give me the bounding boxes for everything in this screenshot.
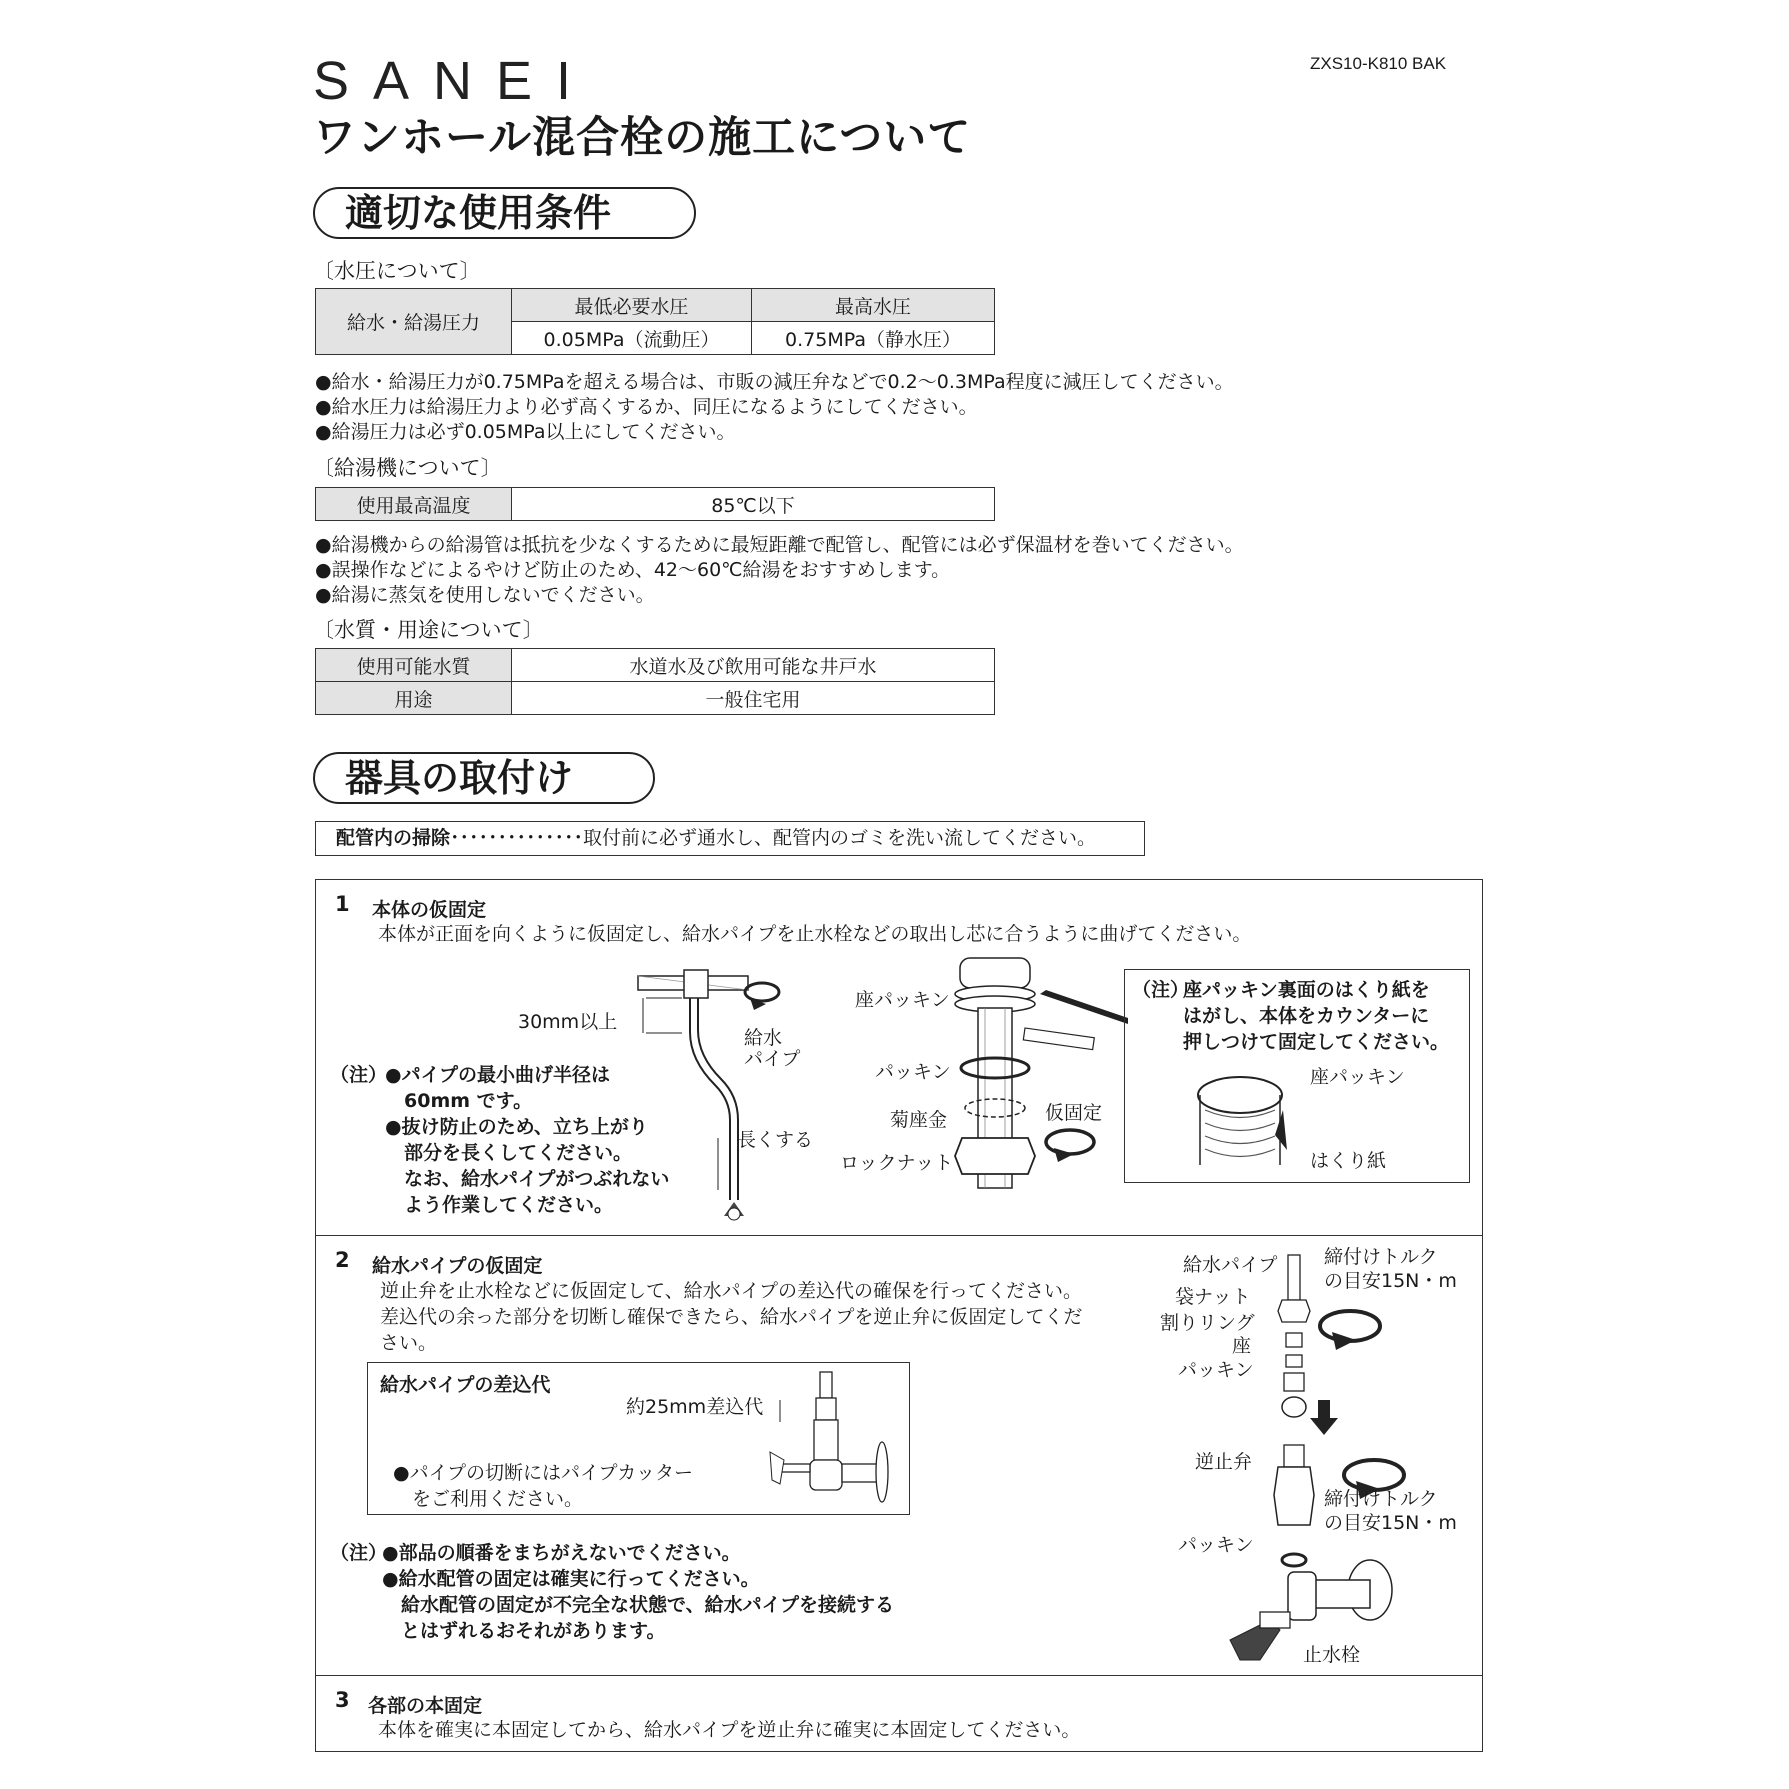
step1-note-line: なお、給水パイプがつぶれない xyxy=(385,1168,670,1190)
min-pressure-header: 最低必要水圧 xyxy=(512,289,752,322)
step-divider xyxy=(315,1675,1483,1676)
lengthen-label: 長くする xyxy=(737,1129,814,1151)
box-note xyxy=(393,1460,693,1512)
inset-note-line: 座パッキン裏面のはくり紙を xyxy=(1183,979,1430,1001)
check-valve-label: 逆止弁 xyxy=(1195,1451,1253,1473)
page-title: ワンホール混合栓の施工について xyxy=(313,113,972,163)
rotate-arrow-icon xyxy=(1040,1126,1100,1166)
insert-length-label: 約25mm差込代 xyxy=(626,1396,764,1418)
heater-note: ●給湯に蒸気を使用しないでください。 xyxy=(315,584,655,606)
locknut-label: ロックナット xyxy=(840,1152,954,1174)
torque-label xyxy=(1324,1487,1457,1535)
step2-text-line: 差込代の余った部分を切断し確保できたら、給水パイプを逆止弁に仮固定してくだ xyxy=(380,1306,1083,1328)
supply-pipe-part-label: 給水パイプ xyxy=(1183,1254,1278,1276)
torque-label-line: の目安15N・m xyxy=(1324,1270,1457,1292)
quality-label: 〔水質・用途について〕 xyxy=(313,618,544,642)
step1-note-line: ●パイプの最小曲げ半径は xyxy=(385,1064,611,1086)
torque-label-line: の目安15N・m xyxy=(1324,1512,1457,1534)
pressure-table xyxy=(315,288,995,355)
brand-logo: SANEI xyxy=(313,51,596,111)
split-ring-label: 割りリング xyxy=(1160,1312,1255,1334)
peel-paper-diagram xyxy=(1195,1065,1285,1175)
note-prefix: （注） xyxy=(330,1542,388,1564)
heater-table xyxy=(315,487,995,521)
pipe-insert-diagram xyxy=(770,1372,900,1507)
step1-note-line: ●抜け防止のため、立ち上がり xyxy=(385,1116,648,1138)
gasket-label: パッキン xyxy=(875,1061,951,1083)
section-heading-install: 器具の取付け xyxy=(313,752,655,804)
step2-note-line: 給水配管の固定が不完全な状態で、給水パイプを接続する xyxy=(382,1594,895,1616)
cleaning-label: 配管内の掃除 xyxy=(336,827,451,849)
packing-label: パッキン xyxy=(1178,1359,1254,1381)
step2-note-line: ●給水配管の固定は確実に行ってください。 xyxy=(382,1568,760,1590)
box-note-line: をご利用ください。 xyxy=(393,1488,584,1510)
torque-label xyxy=(1324,1245,1457,1293)
heater-label: 〔給湯機について〕 xyxy=(313,456,502,480)
inset-note-line: 押しつけて固定してください。 xyxy=(1183,1031,1450,1053)
model-number: ZXS10-K810 BAK xyxy=(1310,54,1447,73)
step2-note-line: ●部品の順番をまちがえないでください。 xyxy=(382,1542,741,1564)
heater-value: 85℃以下 xyxy=(512,488,995,521)
step-title: 給水パイプの仮固定 xyxy=(372,1255,543,1277)
rotate-arrow-icon xyxy=(742,978,782,1018)
pressure-label: 〔水圧について〕 xyxy=(313,259,481,283)
cleaning-dots: ･･････････････ xyxy=(450,827,584,849)
inset-note xyxy=(1183,977,1449,1055)
heater-note: ●誤操作などによるやけど防止のため、42〜60℃給湯をおすすめします。 xyxy=(315,559,951,581)
step-text: 本体が正面を向くように仮固定し、給水パイプを止水栓などの取出し芯に合うように曲げてください。 xyxy=(378,923,1252,945)
inset-note-prefix: （注） xyxy=(1132,979,1190,1001)
supply-pipe-label-line: パイプ xyxy=(744,1048,801,1070)
min-height-label: 30mm以上 xyxy=(518,1011,618,1033)
step-number: 3 xyxy=(335,1688,350,1712)
seat-gasket-label: 座パッキン xyxy=(855,989,950,1011)
step-title: 各部の本固定 xyxy=(368,1695,483,1717)
heater-notes xyxy=(315,533,1244,608)
max-pressure-header: 最高水圧 xyxy=(752,289,995,322)
pressure-notes xyxy=(315,370,1234,445)
step-divider xyxy=(315,1235,1483,1236)
cap-nut-label: 袋ナット xyxy=(1175,1286,1251,1308)
pressure-note: ●給水圧力は給湯圧力より必ず高くするか、同圧になるようにしてください。 xyxy=(315,396,978,418)
pressure-row-header: 給水・給湯圧力 xyxy=(316,289,512,355)
usage-row-header: 用途 xyxy=(316,682,512,715)
cleaning-box xyxy=(315,821,1145,856)
supply-pipe-label-line: 給水 xyxy=(744,1027,783,1049)
cleaning-text: 取付前に必ず通水し、配管内のゴミを洗い流してください。 xyxy=(583,827,1097,849)
step2-text-line: 逆止弁を止水栓などに仮固定して、給水パイプの差込代の確保を行ってください。 xyxy=(380,1280,1083,1302)
seat-label: 座 xyxy=(1232,1335,1252,1357)
min-pressure-value: 0.05MPa（流動圧） xyxy=(512,322,752,355)
washer-label: 菊座金 xyxy=(890,1109,948,1131)
usage-value: 一般住宅用 xyxy=(512,682,995,715)
step1-note-line: よう作業してください。 xyxy=(385,1194,614,1216)
max-pressure-value: 0.75MPa（静水圧） xyxy=(752,322,995,355)
step-title: 本体の仮固定 xyxy=(372,899,487,921)
temp-fix-label: 仮固定 xyxy=(1045,1102,1103,1124)
box-note-line: ●パイプの切断にはパイプカッター xyxy=(393,1462,694,1484)
inset-note-line: はがし、本体をカウンターに xyxy=(1183,1005,1430,1027)
torque-label-line: 締付けトルク xyxy=(1324,1488,1438,1510)
step-text: 本体を確実に本固定してから、給水パイプを逆止弁に確実に本固定してください。 xyxy=(378,1719,1081,1741)
inset-seat-gasket-label: 座パッキン xyxy=(1310,1066,1405,1088)
heater-row-header: 使用最高温度 xyxy=(316,488,512,521)
quality-row-header: 使用可能水質 xyxy=(316,649,512,682)
quality-value: 水道水及び飲用可能な井戸水 xyxy=(512,649,995,682)
quality-table xyxy=(315,648,995,715)
step-number: 1 xyxy=(335,892,350,916)
step2-notes xyxy=(382,1540,894,1644)
pressure-note: ●給水・給湯圧力が0.75MPaを超える場合は、市販の減圧弁などで0.2〜0.3MPa程度に減圧してください。 xyxy=(315,371,1234,393)
step2-text xyxy=(380,1278,1082,1356)
step2-text-line: さい。 xyxy=(380,1332,438,1354)
rotate-arrow-icon xyxy=(1316,1306,1386,1356)
packing-label: パッキン xyxy=(1178,1534,1254,1556)
insert-box-title: 給水パイプの差込代 xyxy=(380,1374,551,1396)
step1-notes xyxy=(385,1062,669,1218)
pressure-note: ●給湯圧力は必ず0.05MPa以上にしてください。 xyxy=(315,421,736,443)
note-prefix: （注） xyxy=(330,1064,388,1086)
callout-arrow xyxy=(1040,990,1130,1030)
step1-note-line: 60mm です。 xyxy=(385,1090,533,1112)
step-number: 2 xyxy=(335,1248,350,1272)
heater-note: ●給湯機からの給湯管は抵抗を少なくするために最短距離で配管し、配管には必ず保温材を巻いてください。 xyxy=(315,534,1244,556)
torque-label-line: 締付けトルク xyxy=(1324,1246,1438,1268)
step2-note-line: とはずれるおそれがあります。 xyxy=(382,1620,666,1642)
step1-note-line: 部分を長くしてください。 xyxy=(385,1142,633,1164)
supply-pipe-label xyxy=(744,1028,800,1070)
section-heading-conditions: 適切な使用条件 xyxy=(313,187,696,239)
peel-paper-label: はくり紙 xyxy=(1310,1150,1387,1172)
stop-valve-label: 止水栓 xyxy=(1303,1644,1361,1666)
